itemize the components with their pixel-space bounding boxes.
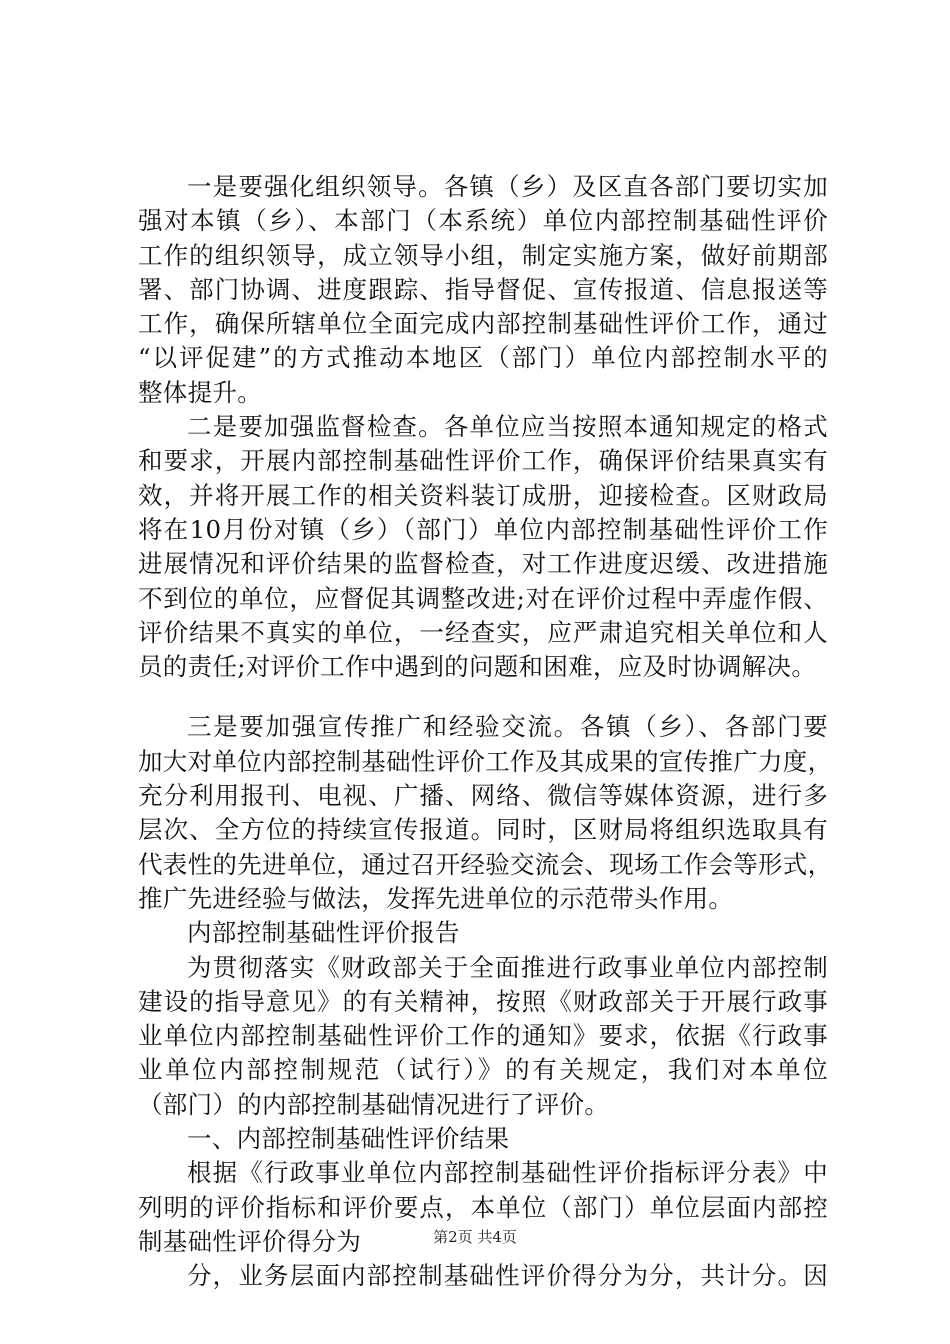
paragraph-line: 充分利用报刊、电视、广播、网络、微信等媒体资源，进行多 [138,781,828,811]
paragraph-line: 强对本镇（乡）、本部门（本系统）单位内部控制基础性评价 [138,206,828,236]
paragraph-line: 员的责任;对评价工作中遇到的问题和困难，应及时协调解决。 [138,652,817,682]
paragraph-line: 列明的评价指标和评价要点，本单位（部门）单位层面内部控 [138,1192,828,1222]
paragraph-line: 建设的指导意见》的有关精神，按照《财政部关于开展行政事 [138,986,828,1016]
paragraph-line: 工作，确保所辖单位全面完成内部控制基础性评价工作，通过 [138,309,828,339]
paragraph-line: 业单位内部控制规范（试行）》的有关规定，我们对本单位 [138,1055,828,1085]
page-number-footer: 第2页 共4页 [433,1228,517,1246]
paragraph-line: 为贯彻落实《财政部关于全面推进行政事业单位内部控制 [187,952,828,982]
document-body [138,170,833,1294]
paragraph-line: 一是要强化组织领导。各镇（乡）及区直各部门要切实加 [187,172,828,201]
paragraph-line: 分，业务层面内部控制基础性评价得分为分，共计分。因 [187,1261,828,1291]
paragraph-line: 代表性的先进单位，通过召开经验交流会、现场工作会等形式， [138,849,833,879]
paragraph-line: 署、部门协调、进度跟踪、指导督促、宣传报道、信息报送等 [138,274,828,304]
paragraph-line: 工作的组织领导，成立领导小组，制定实施方案，做好前期部 [138,240,828,270]
paragraph-line: 制基础性评价得分为 [138,1226,362,1256]
section-heading: 一、内部控制基础性评价结果 [187,1124,510,1154]
paragraph-line: 三是要加强宣传推广和经验交流。各镇（乡）、各部门要 [187,712,828,742]
paragraph-line: （部门）的内部控制基础情况进行了评价。 [138,1089,610,1119]
paragraph-line: 加大对单位内部控制基础性评价工作及其成果的宣传推广力度， [138,746,833,776]
paragraph-line: 推广先进经验与做法，发挥先进单位的示范带头作用。 [138,883,734,913]
paragraph-gap [138,684,828,710]
paragraph-line: 效，并将开展工作的相关资料装订成册，迎接检查。区财政局 [138,480,828,510]
paragraph-line: “以评促建”的方式推动本地区（部门）单位内部控制水平的 [138,343,828,373]
paragraph-line: 二是要加强监督检查。各单位应当按照本通知规定的格式 [187,412,828,442]
paragraph-line: 根据《行政事业单位内部控制基础性评价指标评分表》中 [187,1158,828,1188]
paragraph-line: 层次、全方位的持续宣传报道。同时，区财局将组织选取具有 [138,815,828,845]
paragraph-line: 业单位内部控制基础性评价工作的通知》要求，依据《行政事 [138,1021,828,1051]
paragraph-line: 进展情况和评价结果的监督检查，对工作进度迟缓、改进措施 [138,549,828,579]
paragraph-line: 整体提升。 [138,377,262,407]
paragraph-line: 不到位的单位，应督促其调整改进;对在评价过程中弄虚作假、 [138,583,828,613]
paragraph-line: 评价结果不真实的单位，一经查实，应严肃追究相关单位和人 [138,617,828,647]
paragraph-line: 将在10月份对镇（乡）（部门）单位内部控制基础性评价工作 [138,514,828,544]
paragraph-line: 和要求，开展内部控制基础性评价工作，确保评价结果真实有 [138,446,828,476]
report-title: 内部控制基础性评价报告 [187,918,460,948]
